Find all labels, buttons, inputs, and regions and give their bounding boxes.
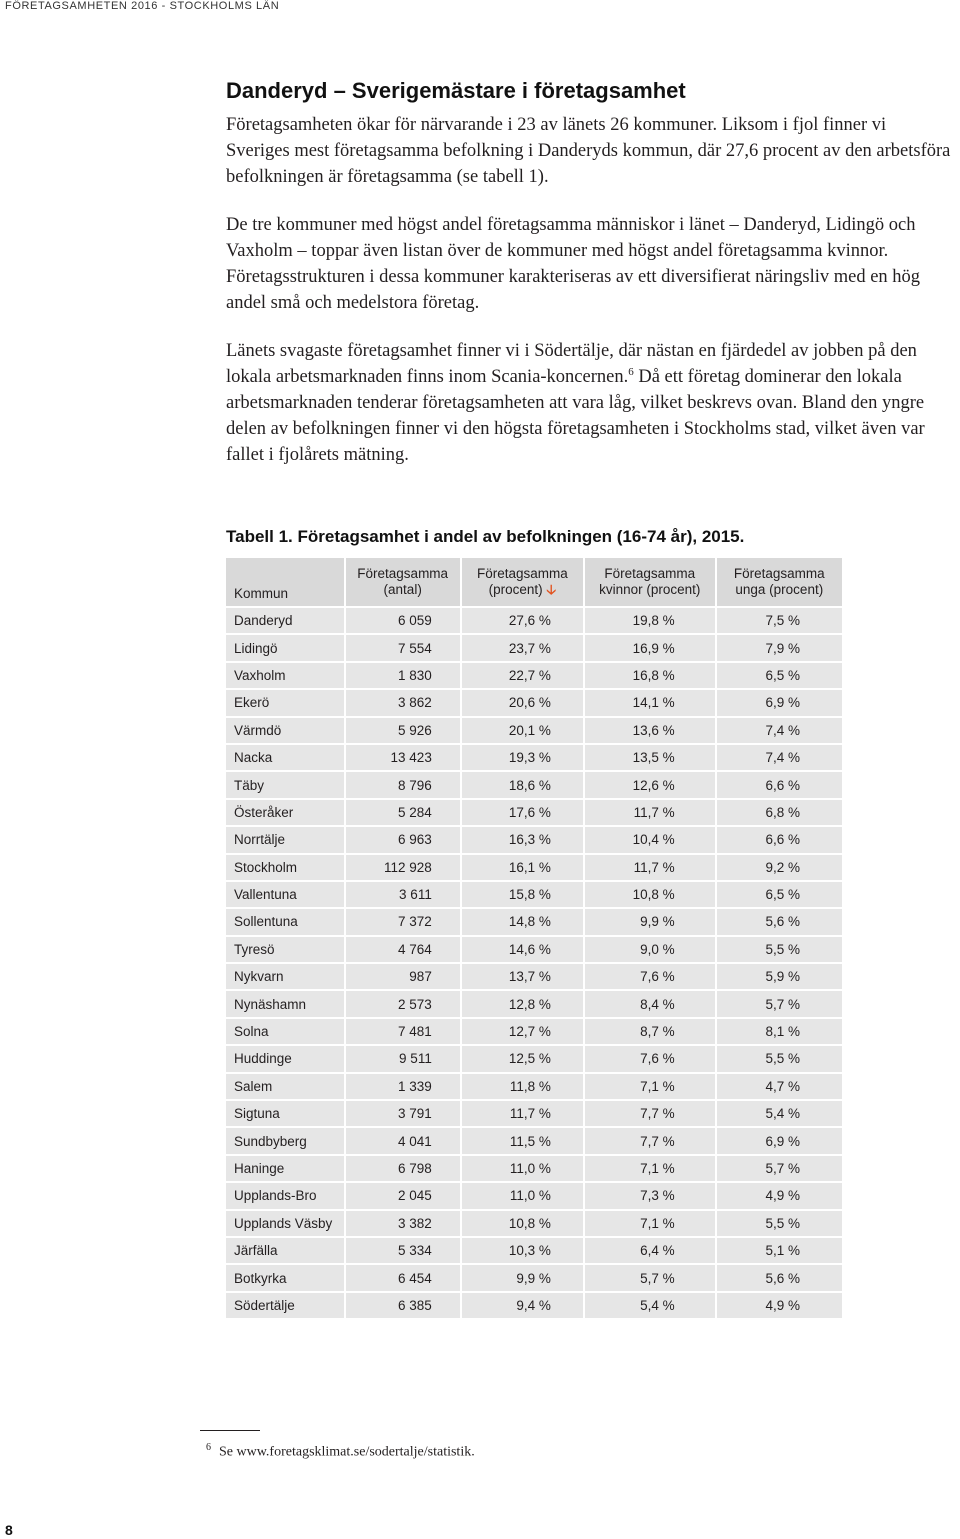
unga-cell: 6,5 % <box>717 882 842 909</box>
procent-cell: 14,6 % <box>462 937 585 964</box>
antal-cell: 9 511 <box>346 1046 462 1073</box>
kvinnor-cell: 13,6 % <box>585 718 717 745</box>
antal-cell: 5 284 <box>346 800 462 827</box>
table-row <box>226 1293 842 1320</box>
antal-cell: 4 041 <box>346 1128 462 1155</box>
kommun-cell: Huddinge <box>226 1046 346 1073</box>
unga-cell: 5,1 % <box>717 1238 842 1265</box>
antal-cell: 3 862 <box>346 690 462 717</box>
kvinnor-cell: 10,8 % <box>585 882 717 909</box>
unga-cell: 7,5 % <box>717 608 842 635</box>
procent-cell: 12,8 % <box>462 991 585 1018</box>
antal-cell: 3 791 <box>346 1101 462 1128</box>
procent-cell: 13,7 % <box>462 964 585 991</box>
kvinnor-cell: 7,6 % <box>585 964 717 991</box>
kommun-cell: Upplands-Bro <box>226 1183 346 1210</box>
article <box>226 78 952 490</box>
kommun-cell: Nykvarn <box>226 964 346 991</box>
kvinnor-cell: 16,9 % <box>585 635 717 662</box>
unga-cell: 5,5 % <box>717 1046 842 1073</box>
antal-cell: 13 423 <box>346 745 462 772</box>
kommun-cell: Sundbyberg <box>226 1128 346 1155</box>
table-row <box>226 1128 842 1155</box>
antal-cell: 5 926 <box>346 718 462 745</box>
procent-cell: 27,6 % <box>462 608 585 635</box>
column-header-line1: Företagsamma <box>604 566 696 581</box>
kvinnor-cell: 16,8 % <box>585 663 717 690</box>
procent-cell: 14,8 % <box>462 909 585 936</box>
kvinnor-cell: 7,6 % <box>585 1046 717 1073</box>
unga-cell: 4,9 % <box>717 1293 842 1320</box>
unga-cell: 5,4 % <box>717 1101 842 1128</box>
unga-cell: 6,5 % <box>717 663 842 690</box>
table-row <box>226 909 842 936</box>
paragraph-3 <box>226 338 952 468</box>
antal-cell: 1 830 <box>346 663 462 690</box>
table-row <box>226 608 842 635</box>
kvinnor-cell: 9,0 % <box>585 937 717 964</box>
procent-cell: 10,8 % <box>462 1211 585 1238</box>
table-row <box>226 635 842 662</box>
kvinnor-cell: 11,7 % <box>585 855 717 882</box>
kommun-cell: Nynäshamn <box>226 991 346 1018</box>
unga-cell: 6,9 % <box>717 690 842 717</box>
kommun-cell: Järfälla <box>226 1238 346 1265</box>
table-row <box>226 663 842 690</box>
table-row <box>226 1074 842 1101</box>
kommun-cell: Tyresö <box>226 937 346 964</box>
procent-cell: 12,5 % <box>462 1046 585 1073</box>
procent-cell: 12,7 % <box>462 1019 585 1046</box>
column-header-line2: (antal) <box>383 582 422 597</box>
procent-cell: 20,1 % <box>462 718 585 745</box>
column-header-kvinnor[interactable] <box>585 558 717 608</box>
kommun-cell: Vallentuna <box>226 882 346 909</box>
kommun-cell: Solna <box>226 1019 346 1046</box>
antal-cell: 987 <box>346 964 462 991</box>
footnote-divider <box>200 1430 260 1431</box>
procent-cell: 9,4 % <box>462 1293 585 1320</box>
table-row <box>226 1019 842 1046</box>
table-header-row <box>226 558 842 608</box>
kvinnor-cell: 5,7 % <box>585 1265 717 1292</box>
table-row <box>226 964 842 991</box>
column-header-line2: kvinnor (procent) <box>599 582 701 597</box>
procent-cell: 9,9 % <box>462 1265 585 1292</box>
kommun-cell: Täby <box>226 772 346 799</box>
kvinnor-cell: 6,4 % <box>585 1238 717 1265</box>
column-header-line2: unga (procent) <box>735 582 824 597</box>
column-header-line2: (procent) <box>488 582 543 597</box>
kommun-cell: Lidingö <box>226 635 346 662</box>
antal-cell: 5 334 <box>346 1238 462 1265</box>
unga-cell: 7,4 % <box>717 718 842 745</box>
table-row <box>226 937 842 964</box>
table-row <box>226 1101 842 1128</box>
footnote <box>206 1442 475 1461</box>
unga-cell: 6,6 % <box>717 827 842 854</box>
table-row <box>226 772 842 799</box>
table-row <box>226 827 842 854</box>
procent-cell: 11,7 % <box>462 1101 585 1128</box>
kvinnor-cell: 7,1 % <box>585 1211 717 1238</box>
kommun-cell: Nacka <box>226 745 346 772</box>
kommun-cell: Stockholm <box>226 855 346 882</box>
column-header-procent[interactable] <box>462 558 585 608</box>
antal-cell: 6 385 <box>346 1293 462 1320</box>
footnote-text: Se www.foretagsklimat.se/sodertalje/statistik. <box>219 1444 475 1460</box>
kvinnor-cell: 7,3 % <box>585 1183 717 1210</box>
kommun-cell: Vaxholm <box>226 663 346 690</box>
unga-cell: 5,6 % <box>717 1265 842 1292</box>
procent-cell: 19,3 % <box>462 745 585 772</box>
kommun-cell: Ekerö <box>226 690 346 717</box>
antal-cell: 2 045 <box>346 1183 462 1210</box>
procent-cell: 11,8 % <box>462 1074 585 1101</box>
table-row <box>226 690 842 717</box>
kvinnor-cell: 9,9 % <box>585 909 717 936</box>
paragraph-3-text-a: Länets svagaste företagsamhet finner vi i Södertälje, där nästan en fjärdedel av jobben på den lokala arbetsmarknaden finns inom Scania-koncernen. <box>226 341 917 387</box>
kommun-cell: Salem <box>226 1074 346 1101</box>
paragraph-3-text-b: Då ett företag dominerar den lokala arbetsmarknaden tenderar företagsamheten att vara låg, vilket beskrevs ovan. Bland den yngre delen av befolkningen finner vi den högsta företagsamheten i Stockholms stad, vilket även var fallet i fjolårets mätning. <box>226 367 925 465</box>
kvinnor-cell: 8,7 % <box>585 1019 717 1046</box>
footnote-reference[interactable]: 6 <box>628 365 634 378</box>
unga-cell: 9,2 % <box>717 855 842 882</box>
procent-cell: 11,0 % <box>462 1183 585 1210</box>
kommun-cell: Södertälje <box>226 1293 346 1320</box>
kvinnor-cell: 13,5 % <box>585 745 717 772</box>
table-row <box>226 882 842 909</box>
table-body <box>226 608 842 1320</box>
table-row <box>226 745 842 772</box>
table-row <box>226 855 842 882</box>
kvinnor-cell: 19,8 % <box>585 608 717 635</box>
unga-cell: 5,9 % <box>717 964 842 991</box>
unga-cell: 6,6 % <box>717 772 842 799</box>
kvinnor-cell: 14,1 % <box>585 690 717 717</box>
unga-cell: 4,7 % <box>717 1074 842 1101</box>
column-header-line1: Företagsamma <box>357 566 449 581</box>
antal-cell: 8 796 <box>346 772 462 799</box>
table-row <box>226 718 842 745</box>
kvinnor-cell: 7,1 % <box>585 1156 717 1183</box>
kommun-cell: Botkyrka <box>226 1265 346 1292</box>
table-row <box>226 1238 842 1265</box>
antal-cell: 3 382 <box>346 1211 462 1238</box>
unga-cell: 5,6 % <box>717 909 842 936</box>
column-header-line1: Företagsamma <box>733 566 825 581</box>
antal-cell: 1 339 <box>346 1074 462 1101</box>
procent-cell: 16,1 % <box>462 855 585 882</box>
kommun-cell: Sollentuna <box>226 909 346 936</box>
kvinnor-cell: 8,4 % <box>585 991 717 1018</box>
unga-cell: 6,9 % <box>717 1128 842 1155</box>
unga-cell: 5,5 % <box>717 1211 842 1238</box>
procent-cell: 11,0 % <box>462 1156 585 1183</box>
footnote-number: 6 <box>206 1442 211 1453</box>
unga-cell: 5,7 % <box>717 991 842 1018</box>
column-header-unga[interactable] <box>717 558 842 608</box>
kvinnor-cell: 10,4 % <box>585 827 717 854</box>
procent-cell: 15,8 % <box>462 882 585 909</box>
antal-cell: 112 928 <box>346 855 462 882</box>
unga-cell: 5,5 % <box>717 937 842 964</box>
unga-cell: 8,1 % <box>717 1019 842 1046</box>
antal-cell: 7 481 <box>346 1019 462 1046</box>
kvinnor-cell: 7,1 % <box>585 1074 717 1101</box>
unga-cell: 7,9 % <box>717 635 842 662</box>
column-header-antal[interactable] <box>346 558 462 608</box>
procent-cell: 17,6 % <box>462 800 585 827</box>
kvinnor-cell: 7,7 % <box>585 1101 717 1128</box>
kvinnor-cell: 11,7 % <box>585 800 717 827</box>
table-row <box>226 1156 842 1183</box>
kvinnor-cell: 5,4 % <box>585 1293 717 1320</box>
table-row <box>226 1265 842 1292</box>
unga-cell: 6,8 % <box>717 800 842 827</box>
table-header <box>226 558 842 608</box>
kommun-cell: Sigtuna <box>226 1101 346 1128</box>
antal-cell: 3 611 <box>346 882 462 909</box>
kommun-cell: Danderyd <box>226 608 346 635</box>
table-row <box>226 1183 842 1210</box>
table-row <box>226 800 842 827</box>
procent-cell: 20,6 % <box>462 690 585 717</box>
kommun-cell: Haninge <box>226 1156 346 1183</box>
data-table <box>226 558 842 1320</box>
antal-cell: 4 764 <box>346 937 462 964</box>
procent-cell: 11,5 % <box>462 1128 585 1155</box>
kvinnor-cell: 7,7 % <box>585 1128 717 1155</box>
page-number: 8 <box>5 1522 13 1538</box>
procent-cell: 18,6 % <box>462 772 585 799</box>
kommun-cell: Värmdö <box>226 718 346 745</box>
unga-cell: 4,9 % <box>717 1183 842 1210</box>
procent-cell: 10,3 % <box>462 1238 585 1265</box>
antal-cell: 7 372 <box>346 909 462 936</box>
procent-cell: 16,3 % <box>462 827 585 854</box>
antal-cell: 6 798 <box>346 1156 462 1183</box>
table-row <box>226 991 842 1018</box>
kommun-cell: Österåker <box>226 800 346 827</box>
column-header-kommun[interactable] <box>226 558 346 608</box>
antal-cell: 6 963 <box>346 827 462 854</box>
column-header-line1: Kommun <box>234 586 289 601</box>
antal-cell: 2 573 <box>346 991 462 1018</box>
antal-cell: 6 059 <box>346 608 462 635</box>
table-row <box>226 1046 842 1073</box>
sort-arrow-down-icon: 🡣 <box>546 582 557 597</box>
table-row <box>226 1211 842 1238</box>
kvinnor-cell: 12,6 % <box>585 772 717 799</box>
column-header-line1: Företagsamma <box>476 566 568 581</box>
paragraph-2: De tre kommuner med högst andel företagsamma människor i länet – Danderyd, Lidingö och Vaxholm – toppar även listan över de kommuner med högst andel företagsamma kvinnor. Företagsstrukturen i dessa kommuner karakteriseras av ett diversifierat näringsliv med en hög andel små och medelstora företag. <box>226 215 921 313</box>
unga-cell: 7,4 % <box>717 745 842 772</box>
antal-cell: 6 454 <box>346 1265 462 1292</box>
table-title: Tabell 1. Företagsamhet i andel av befolkningen (16-74 år), 2015. <box>226 527 745 546</box>
paragraph-1: Företagsamheten ökar för närvarande i 23 av länets 26 kommuner. Liksom i fjol finner vi Sveriges mest företagsamma befolkning i Danderyds kommun, där 27,6 procent av den arbetsföra befolkningen är företagsamma (se tabell 1). <box>226 115 951 187</box>
kommun-cell: Norrtälje <box>226 827 346 854</box>
kommun-cell: Upplands Väsby <box>226 1211 346 1238</box>
antal-cell: 7 554 <box>346 635 462 662</box>
running-header: FÖRETAGSAMHETEN 2016 - STOCKHOLMS LÄN <box>5 0 280 12</box>
procent-cell: 22,7 % <box>462 663 585 690</box>
procent-cell: 23,7 % <box>462 635 585 662</box>
unga-cell: 5,7 % <box>717 1156 842 1183</box>
section-title: Danderyd – Sverigemästare i företagsamhet <box>226 78 686 103</box>
